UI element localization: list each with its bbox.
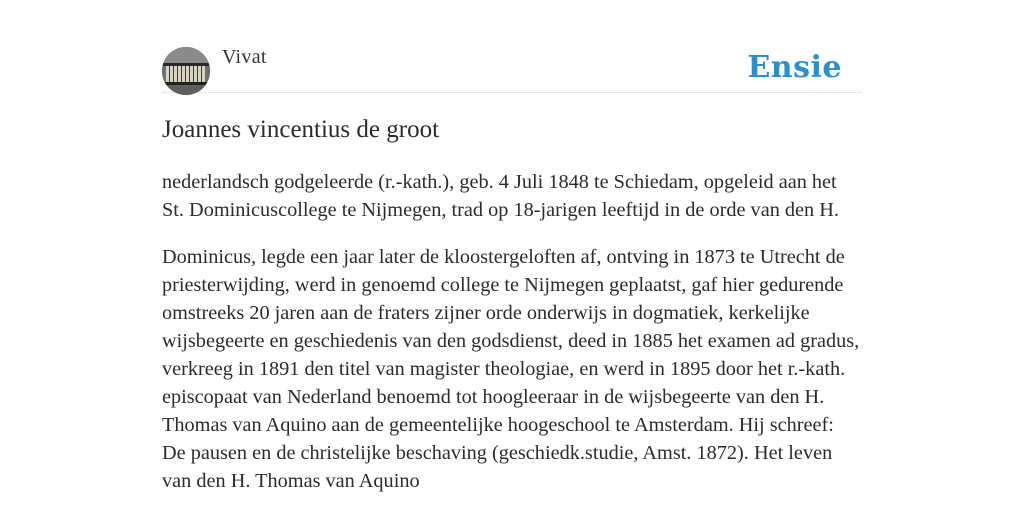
page — [162, 0, 862, 492]
paragraph: nederlandsch godgeleerde (r.-kath.), geb. 4 Juli 1848 te Schiedam, opgeleid aan het St. Dominicuscollege te Nijmegen, trad op 18-jarigen leeftijd in de orde van den H. — [162, 171, 839, 221]
page-title: Joannes vincentius de groot — [162, 116, 440, 143]
avatar[interactable] — [162, 47, 210, 95]
paragraph: Dominicus, legde een jaar later de kloostergeloften af, ontving in 1873 te Utrecht de priesterwijding, werd in genoemd college te Nijmegen geplaatst, gaf hier gedurende omstreeks 20 jaren aan de fraters zijner orde onderwijs in dogmatiek, kerkelijke wijsbegeerte en geschiedenis van den godsdienst, deed in 1885 het examen ad gradus, verkreeg in 1891 den titel van magister theologiae, en werd in 1895 door het r.-kath. episcopaat van Nederland benoemd tot hoogleeraar in de wijsbegeerte van den H. Thomas van Aquino aan de gemeentelijke hoogeschool te Amsterdam. Hij schreef: De pausen en de christelijke beschaving (geschiedk.studie, Amst. 1872). Het leven van den H. Thomas van Aquino — [162, 246, 860, 492]
brand-logo[interactable]: Ensie — [747, 50, 842, 85]
bookshelf-photo-icon — [162, 47, 210, 95]
header — [162, 0, 862, 93]
author-name[interactable]: Vivat — [222, 46, 267, 68]
article-body — [162, 168, 862, 512]
